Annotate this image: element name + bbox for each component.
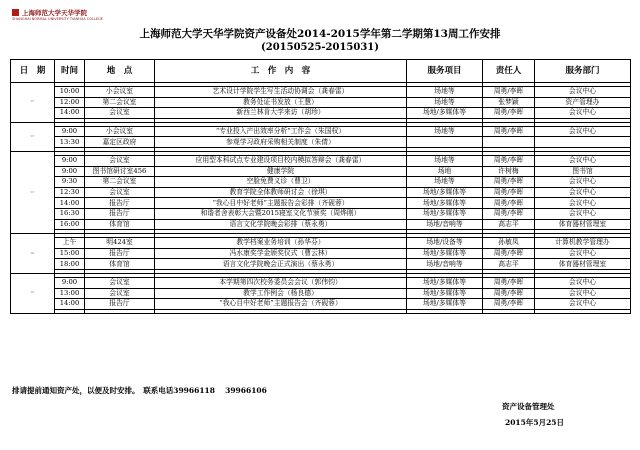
table-row (11, 177, 631, 188)
cell-service: 场地/多媒体等 (407, 277, 483, 288)
cell-time: 14:00 (55, 198, 85, 209)
table-row (11, 259, 631, 270)
header-date: 日 期 (11, 60, 55, 83)
college-logo (12, 8, 87, 17)
day-cell (11, 151, 55, 233)
cell-time: 13:30 (55, 137, 85, 148)
cell-content: 语言文化学院晚会正式演出（蔡永勇） (155, 259, 407, 270)
header-dept: 服务部门 (535, 60, 631, 83)
cell-place: 明424室 (85, 238, 155, 249)
cell-dept: 会议中心 (535, 155, 631, 166)
cell-person: 周勇/李晖 (483, 198, 535, 209)
table-header-row (11, 60, 631, 83)
cell-place: 嘉定区政府 (85, 137, 155, 148)
cell-service (407, 137, 483, 148)
day-date: 5月27日 (30, 191, 35, 193)
cell-service: 场地等 (407, 87, 483, 98)
cell-time: 12:00 (55, 97, 85, 108)
cell-person: 高志平 (483, 219, 535, 230)
cell-dept: 会议中心 (535, 198, 631, 209)
cell-service: 场地等 (407, 177, 483, 188)
cell-dept (535, 137, 631, 148)
spacer-cell (155, 309, 407, 313)
cell-time: 9:30 (55, 177, 85, 188)
header-time: 时间 (55, 60, 85, 83)
cell-place: 会议室 (85, 108, 155, 119)
cell-place: 会议室 (85, 277, 155, 288)
cell-content: 健康学院 (155, 166, 407, 177)
logo-english-text: SHANGHAI NORMAL UNIVERSITY TIANHUA COLLEGE (12, 17, 104, 21)
cell-person: 周勇/李晖 (483, 288, 535, 299)
cell-place: 第二会议室 (85, 97, 155, 108)
table-row (11, 238, 631, 249)
day-weekday: (周四) (31, 253, 34, 255)
cell-content: “专业投入产出效率分析”工作会（朱国权） (155, 126, 407, 137)
schedule-body (11, 83, 631, 314)
cell-place: 小会议室 (85, 126, 155, 137)
cell-service: 场地 (407, 166, 483, 177)
cell-time: 12:30 (55, 187, 85, 198)
day-weekday: (周二) (31, 136, 34, 138)
cell-time: 14:00 (55, 108, 85, 119)
spacer-cell (483, 309, 535, 313)
cell-content: 艺术设计学院学生写生活动协调会（龚春雷） (155, 87, 407, 98)
cell-time: 10:00 (55, 87, 85, 98)
header-service: 服务项目 (407, 60, 483, 83)
cell-place: 体育馆 (85, 219, 155, 230)
cell-time: 18:00 (55, 259, 85, 270)
cell-place: 体育馆 (85, 259, 155, 270)
table-row (11, 219, 631, 230)
cell-dept: 会议中心 (535, 87, 631, 98)
table-row (11, 126, 631, 137)
cell-service: 场地/多媒体等 (407, 187, 483, 198)
cell-service: 场地/音响等 (407, 259, 483, 270)
day-weekday: （周五） (30, 293, 35, 295)
cell-dept: 会议中心 (535, 108, 631, 119)
cell-dept: 会议中心 (535, 177, 631, 188)
cell-place: 报告厅 (85, 198, 155, 209)
table-row (11, 108, 631, 119)
cell-service: 场地/多媒体等 (407, 288, 483, 299)
table-row (11, 288, 631, 299)
day-weekday: (周一) (31, 102, 34, 104)
cell-service: 场地/多媒体等 (407, 299, 483, 310)
spacer-cell (55, 309, 85, 313)
cell-place: 报告厅 (85, 248, 155, 259)
signature-office: 资产设备管理处 (502, 402, 555, 411)
day-date: 5月28日 (30, 252, 35, 254)
cell-dept: 体育器材管理室 (535, 259, 631, 270)
cell-place: 报告厅 (85, 208, 155, 219)
cell-time: 9:00 (55, 166, 85, 177)
cell-content: 空脸免费义诊（曹卫） (155, 177, 407, 188)
cell-time: 16:00 (55, 219, 85, 230)
cell-content: 本学期第四次校务委员会会议（郭伟钧） (155, 277, 407, 288)
spacer-cell (535, 309, 631, 313)
cell-content: 新西兰林肯大学来访（胡珍） (155, 108, 407, 119)
cell-person: 张梦颖 (483, 97, 535, 108)
spacer-cell (407, 309, 483, 313)
cell-time: 16:30 (55, 208, 85, 219)
cell-dept: 会议中心 (535, 248, 631, 259)
table-row (11, 198, 631, 209)
page-title: 上海师范大学天华学院资产设备处2014-2015学年第二学期第13周工作安排 (139, 28, 501, 40)
cell-service: 场地/音响等 (407, 219, 483, 230)
cell-person: 孙敏凤 (483, 238, 535, 249)
cell-person: 周勇/李晖 (483, 208, 535, 219)
row-spacer (11, 309, 631, 313)
cell-place: 小会议室 (85, 87, 155, 98)
spacer-cell (85, 309, 155, 313)
cell-content: 教学工作例会（杨良德） (155, 288, 407, 299)
cell-dept: 会议中心 (535, 277, 631, 288)
cell-time: 9:00 (55, 277, 85, 288)
footer-note: 排请提前通知资产处，以便及时安排。 联系电话39966118 39966106 (12, 386, 267, 395)
table-row (11, 277, 631, 288)
cell-person: 周勇/李晖 (483, 155, 535, 166)
day-cell (11, 83, 55, 123)
cell-content: 教学档案业务培训（孙华芬） (155, 238, 407, 249)
table-row (11, 137, 631, 148)
cell-dept: 体育器材管理室 (535, 219, 631, 230)
logo-text: 上海师范大学天华学院 (22, 9, 87, 17)
cell-place: 会议室 (85, 288, 155, 299)
cell-person: 周勇/李晖 (483, 248, 535, 259)
cell-person: 周勇/李晖 (483, 187, 535, 198)
day-cell (11, 273, 55, 313)
day-cell (11, 234, 55, 274)
cell-service: 场地/多媒体等 (407, 198, 483, 209)
table-row (11, 299, 631, 310)
table-row (11, 87, 631, 98)
cell-person: 周勇/李晖 (483, 108, 535, 119)
cell-service: 场地等 (407, 155, 483, 166)
day-date: 5月29日 (30, 292, 35, 294)
cell-content: 应用型本科试点专业建设项目校内模拟答辩会（龚春雷） (155, 155, 407, 166)
cell-dept: 会议中心 (535, 126, 631, 137)
cell-content: 和谐者舍表彰大会暨2015寝室文化节颁奖（周烨刚） (155, 208, 407, 219)
table-row (11, 155, 631, 166)
cell-dept: 会议中心 (535, 187, 631, 198)
header-person: 责任人 (483, 60, 535, 83)
cell-service: 场地等 (407, 126, 483, 137)
cell-service: 场地/设备等 (407, 238, 483, 249)
cell-place: 图书馆研讨室456 (85, 166, 155, 177)
cell-place: 会议室 (85, 155, 155, 166)
cell-service: 场地/多媒体等 (407, 208, 483, 219)
cell-time: 上午 (55, 238, 85, 249)
cell-service: 场地/多媒体等 (407, 108, 483, 119)
cell-content: 教务处证书发放（王慧） (155, 97, 407, 108)
cell-dept: 会议中心 (535, 288, 631, 299)
cell-person (483, 137, 535, 148)
cell-dept: 会议中心 (535, 299, 631, 310)
cell-person: 高志平 (483, 259, 535, 270)
cell-person: 周勇/李晖 (483, 277, 535, 288)
cell-time: 15:00 (55, 248, 85, 259)
cell-time: 9:00 (55, 126, 85, 137)
cell-dept: 会议中心 (535, 208, 631, 219)
cell-dept: 资产管理办 (535, 97, 631, 108)
cell-person: 周勇/李晖 (483, 126, 535, 137)
cell-person: 周勇/李晖 (483, 299, 535, 310)
cell-time: 9:00 (55, 155, 85, 166)
day-date: 5月25日 (30, 101, 35, 103)
cell-content: “我心目中好老师”主题报告会彩排（齐砚蓉） (155, 198, 407, 209)
cell-person: 周勇/李晖 (483, 87, 535, 98)
day-weekday: (周三) (31, 192, 34, 194)
cell-place: 报告厅 (85, 299, 155, 310)
cell-person: 许树梅 (483, 166, 535, 177)
cell-content: 参观学习政府采购相关制度（朱倩） (155, 137, 407, 148)
page-subtitle: (20150525-2015031) (261, 42, 379, 53)
cell-content: 教育学院全体教师研讨会（徐琪） (155, 187, 407, 198)
cell-content: “我心目中好老师”主题报告会（齐砚蓉） (155, 299, 407, 310)
cell-time: 13:00 (55, 288, 85, 299)
table-row (11, 166, 631, 177)
table-row (11, 187, 631, 198)
cell-dept: 计算机教学管理办 (535, 238, 631, 249)
cell-content: 冯水康奖学金颁奖仪式（曹云林） (155, 248, 407, 259)
header-content: 工 作 内 容 (155, 60, 407, 83)
day-date: 5月26日 (30, 135, 35, 137)
table-row (11, 208, 631, 219)
cell-content: 语言文化学院晚会彩排（蔡永勇） (155, 219, 407, 230)
cell-service: 场地等 (407, 97, 483, 108)
cell-time: 14:00 (55, 299, 85, 310)
cell-place: 第二会议室 (85, 177, 155, 188)
cell-place: 会议室 (85, 187, 155, 198)
header-place: 地 点 (85, 60, 155, 83)
cell-person: 周勇/李晖 (483, 177, 535, 188)
schedule-table (10, 59, 631, 314)
day-cell (11, 122, 55, 151)
logo-emblem-icon (12, 9, 19, 16)
cell-dept: 图书馆 (535, 166, 631, 177)
table-row (11, 97, 631, 108)
signature-date: 2015年5月25日 (505, 418, 565, 427)
table-row (11, 248, 631, 259)
cell-service: 场地/多媒体等 (407, 248, 483, 259)
